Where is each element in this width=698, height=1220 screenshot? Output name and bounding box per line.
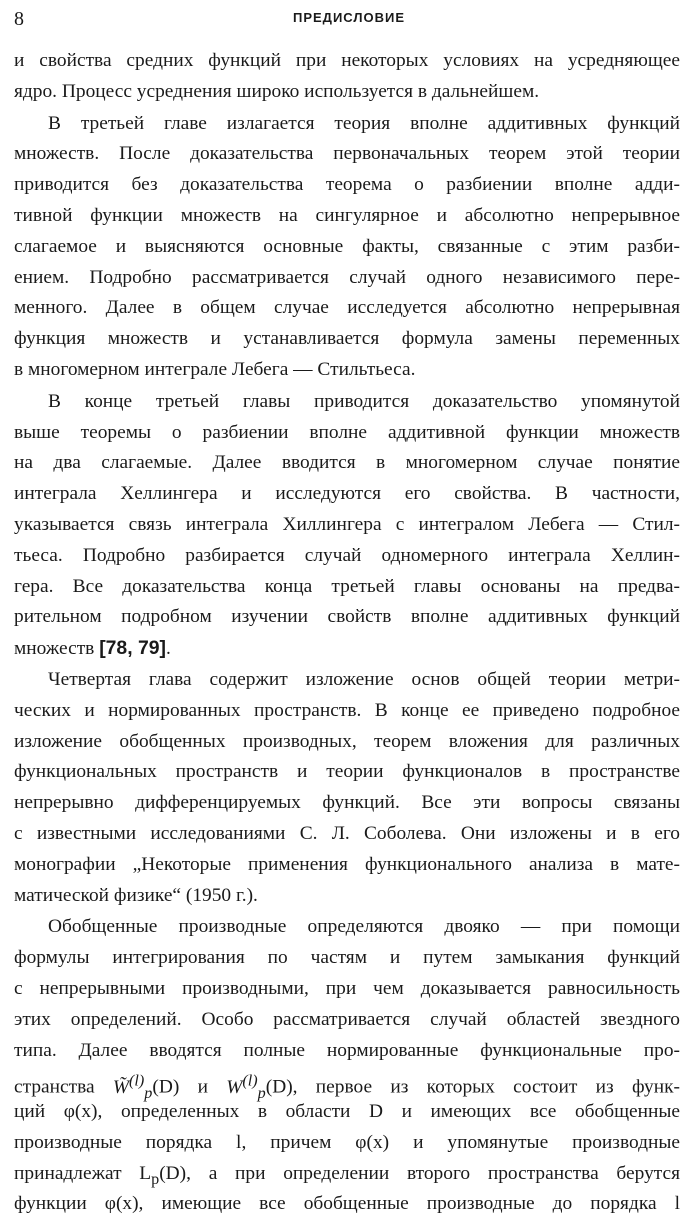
text-line: типа. Далее вводятся полные нормированные функциональные про- <box>14 1039 680 1061</box>
text-line: множеств. После доказательства первоначальных теорем этой теории <box>14 143 680 165</box>
text-line: ческих и нормированных пространств. В конце ее приведено подробное <box>14 699 680 721</box>
line-end: (D), первое из которых состоит из функ- <box>265 1076 680 1098</box>
line-text-mid: (D) и <box>152 1076 208 1098</box>
text-line: функция множеств и устанавливается формула замены переменных <box>14 328 680 350</box>
text-line: функциональных пространств и теории функционалов в пространстве <box>14 761 680 783</box>
text-line: формулы интегрирования по частям и путем замыкания функций <box>14 947 680 969</box>
line-text: принадлежат L <box>14 1162 152 1184</box>
text-line: ядро. Процесс усреднения широко используется в дальнейшем. <box>14 80 540 102</box>
text-line: функции φ(x), имеющие все обобщенные производные до порядка l <box>14 1193 680 1215</box>
text-line: в многомерном интеграле Лебега — Стильтьеса. <box>14 358 416 380</box>
text-line-with-reference <box>14 633 680 664</box>
body-text <box>14 46 680 1220</box>
text-line: с непрерывными производными, при чем доказывается равносильность <box>14 977 680 999</box>
text-line: рительном подробном изучении свойств вполне аддитивных функций <box>14 606 680 628</box>
text-line: тьеса. Подробно разбирается случай одномерного интеграла Хеллин- <box>14 544 680 566</box>
text-line: выше теоремы о разбиении вполне аддитивной функции множеств <box>14 421 680 443</box>
subscript-p: p <box>151 1170 160 1188</box>
space-symbol-w: $W^{(l)}_p$ <box>226 1072 266 1102</box>
text-line: указывается связь интеграла Хиллингера с интегралом Лебега — Стил- <box>14 513 680 535</box>
citation-reference: [78, 79] <box>99 637 167 660</box>
line-text: множеств <box>14 638 95 660</box>
text-line: и свойства средних функций при некоторых условиях на усредняющее <box>14 50 680 71</box>
line-text: странства <box>14 1076 95 1098</box>
paragraph-start-line: В конце третьей главы приводится доказательство упомянутой <box>48 390 680 412</box>
space-symbol-w-tilde: W̃$^{(l)}_p$ <box>112 1072 153 1102</box>
text-line: производные порядка l, причем φ(x) и упомянутые производные <box>14 1131 680 1153</box>
text-line: менного. Далее в общем случае исследуется абсолютно непрерывная <box>14 297 680 319</box>
paragraph-start-line: В третьей главе излагается теория вполне аддитивных функций <box>48 112 680 134</box>
line-end: (D), а при определении второго пространства берутся <box>159 1162 680 1184</box>
text-line: тивной функции множеств на сингулярное и абсолютно непрерывное <box>14 204 680 226</box>
text-line-with-formula <box>14 1159 680 1190</box>
line-end: . <box>166 638 171 660</box>
text-line: ением. Подробно рассматривается случай одного независимого пере- <box>14 266 680 288</box>
text-line: на два слагаемые. Далее вводится в многомерном случае понятие <box>14 452 680 474</box>
text-line: непрерывно дифференцируемых функций. Все эти вопросы связаны <box>14 792 680 814</box>
text-line: изложение обобщенных производных, теорем вложения для различных <box>14 730 680 752</box>
text-line: ций φ(x), определенных в области D и имеющих все обобщенные <box>14 1101 680 1123</box>
text-line: с известными исследованиями С. Л. Соболева. Они изложены и в его <box>14 822 680 844</box>
text-line-with-formula <box>14 1066 680 1102</box>
text-line: приводится без доказательства теорема о разбиении вполне адди- <box>14 174 680 196</box>
paragraph-start-line: Четвертая глава содержит изложение основ общей теории метри- <box>48 668 680 690</box>
running-title: ПРЕДИСЛОВИЕ <box>293 10 405 25</box>
page-number: 8 <box>14 8 24 30</box>
text-line: слагаемое и выясняются основные факты, связанные с этим разби- <box>14 235 680 257</box>
text-line: интеграла Хеллингера и исследуются его свойства. В частности, <box>14 483 680 505</box>
text-line: монографии „Некоторые применения функционального анализа в мате- <box>14 853 680 875</box>
text-line: этих определений. Особо рассматривается случай областей звездного <box>14 1008 680 1030</box>
text-line: матической физике“ (1950 г.). <box>14 884 258 906</box>
paragraph-start-line: Обобщенные производные определяются двояко — при помощи <box>48 916 680 938</box>
text-line: гера. Все доказательства конца третьей главы основаны на предва- <box>14 575 680 597</box>
